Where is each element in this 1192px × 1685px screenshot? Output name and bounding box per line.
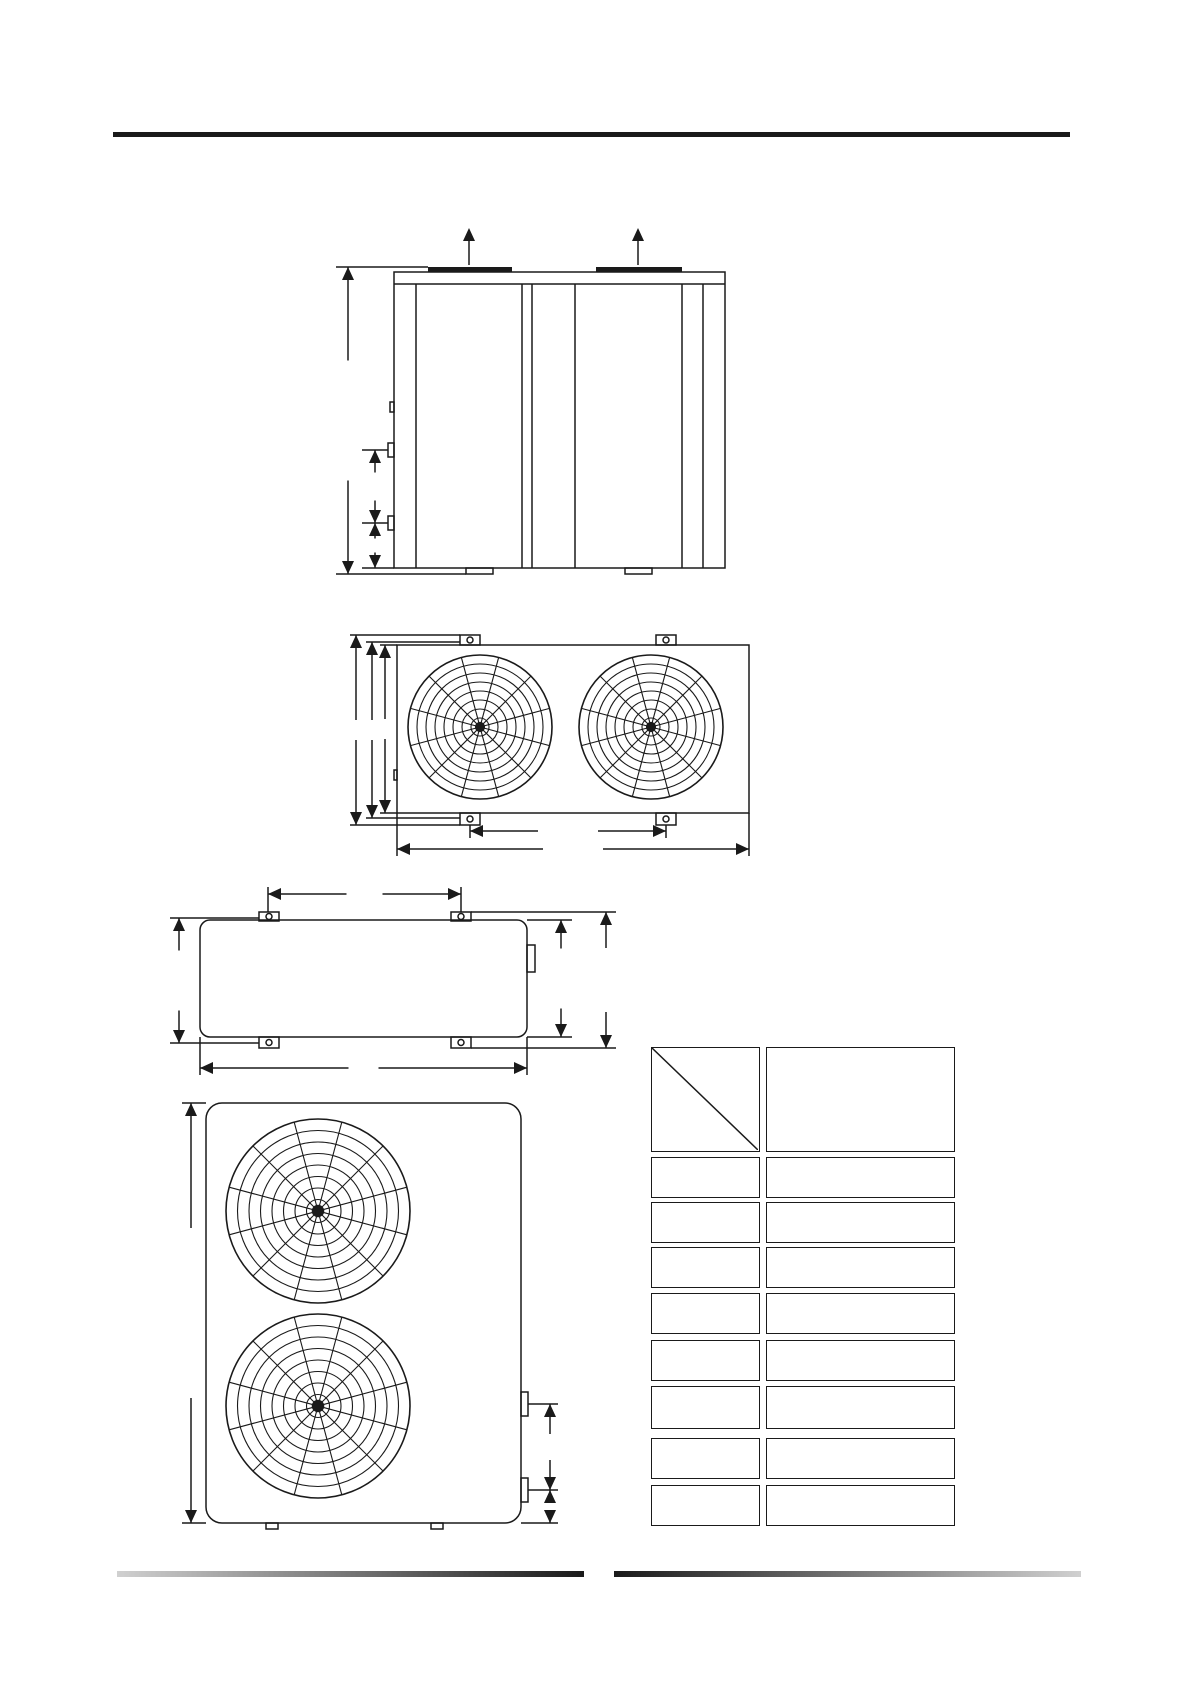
water-pipe-connection [388, 443, 394, 457]
mounting-hole [663, 816, 669, 822]
unit-body [200, 920, 527, 1037]
spec-table-value-cell [766, 1386, 955, 1429]
fan-guard-spoke [481, 657, 499, 722]
spec-table-value-cell [766, 1485, 955, 1526]
fan-guard-spoke [484, 708, 549, 726]
footer-bar-left [117, 1571, 584, 1577]
fan-guard-spoke [229, 1187, 313, 1209]
fan-guard-spoke [652, 657, 670, 722]
fan-guard-spoke [323, 1407, 407, 1429]
spec-table-label-cell [651, 1157, 760, 1198]
fan-hub [312, 1205, 323, 1216]
spec-table-header [766, 1047, 955, 1152]
base-foot [625, 568, 652, 574]
mounting-hole [458, 1040, 464, 1046]
spec-table-label-cell [651, 1293, 760, 1334]
spec-table-label-cell [651, 1438, 760, 1479]
mounting-hole [467, 816, 473, 822]
fan-guard-spoke [294, 1317, 316, 1401]
fan-guard-spoke [581, 728, 646, 746]
fan-guard-spoke [229, 1382, 313, 1404]
fan-hub [476, 723, 485, 732]
front-elevation-view [336, 228, 725, 574]
unit-body [394, 272, 725, 568]
fan-guard-spoke [410, 708, 475, 726]
fan-guard-spoke [294, 1122, 316, 1206]
spec-table-label-cell [651, 1202, 760, 1243]
fan-guard-spoke [461, 731, 479, 796]
mounting-hole [266, 914, 272, 920]
side-fitting [394, 770, 397, 780]
mounting-foot [656, 813, 676, 825]
fan-guard-spoke [655, 708, 720, 726]
fan-outlet-cover [428, 267, 512, 272]
fan-guard-icon [408, 655, 552, 799]
fan-guard-spoke [229, 1407, 313, 1429]
spec-table-value-cell [766, 1340, 955, 1381]
spec-table-value-cell [766, 1293, 955, 1334]
spec-table-label-cell [651, 1247, 760, 1288]
water-pipe-connection [521, 1392, 528, 1416]
fan-face-view [182, 1103, 558, 1529]
fan-guard-spoke [319, 1317, 341, 1401]
mounting-foot [460, 813, 480, 825]
spec-table-corner [651, 1047, 760, 1152]
fan-guard-icon [226, 1314, 410, 1498]
fan-guard-spoke [323, 1382, 407, 1404]
footer-bar-right [614, 1571, 1081, 1577]
fan-guard-icon [226, 1119, 410, 1303]
water-pipe-connection [527, 945, 535, 972]
up-arrow-icon [632, 228, 644, 241]
water-pipe-connection [521, 1478, 528, 1502]
spec-table-value-cell [766, 1202, 955, 1243]
fan-guard-spoke [319, 1411, 341, 1495]
fan-guard-spoke [461, 657, 479, 722]
fan-guard-spoke [484, 728, 549, 746]
fan-hub [312, 1400, 323, 1411]
fan-guard-spoke [410, 728, 475, 746]
base-foot [466, 568, 493, 574]
fan-guard-spoke [581, 708, 646, 726]
fan-guard-spoke [655, 728, 720, 746]
mounting-foot [451, 1037, 471, 1048]
mounting-hole [458, 914, 464, 920]
spec-table-value-cell [766, 1247, 955, 1288]
mounting-hole [663, 637, 669, 643]
fan-guard-spoke [294, 1411, 316, 1495]
fan-hub [647, 723, 656, 732]
spec-table-value-cell [766, 1438, 955, 1479]
mounting-hole [266, 1040, 272, 1046]
fan-guard-spoke [632, 731, 650, 796]
side-plan-view [170, 887, 616, 1075]
spec-table-value-cell [766, 1157, 955, 1198]
fan-guard-spoke [319, 1216, 341, 1300]
fan-guard-spoke [294, 1216, 316, 1300]
fan-guard-spoke [229, 1212, 313, 1234]
base-foot [266, 1523, 278, 1529]
fan-outlet-cover [596, 267, 682, 272]
top-view [350, 635, 749, 856]
fan-guard-spoke [652, 731, 670, 796]
spec-table-label-cell [651, 1386, 760, 1429]
spec-table-label-cell [651, 1485, 760, 1526]
base-foot [431, 1523, 443, 1529]
fan-guard-spoke [323, 1187, 407, 1209]
water-pipe-connection [388, 516, 394, 530]
fan-guard-spoke [323, 1212, 407, 1234]
mounting-hole [467, 637, 473, 643]
mounting-foot [259, 1037, 279, 1048]
fan-guard-icon [579, 655, 723, 799]
fan-guard-spoke [481, 731, 499, 796]
up-arrow-icon [463, 228, 475, 241]
fan-guard-spoke [319, 1122, 341, 1206]
fan-guard-spoke [632, 657, 650, 722]
side-fitting [390, 402, 394, 412]
spec-table-label-cell [651, 1340, 760, 1381]
